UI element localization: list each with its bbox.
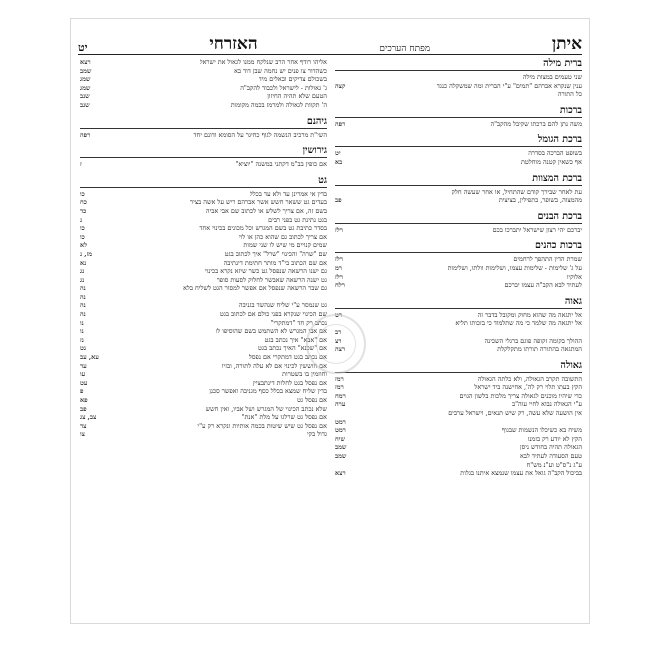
entry-text: גם שבר הרשאה שנפסל אם אפשר למסור הגט לשליח בלא	[183, 284, 327, 293]
entry-text: אם אבי המגרש לא השתמש בשם שהוסיפו לו	[215, 327, 327, 336]
index-entry	[335, 443, 582, 452]
index-entry	[80, 160, 327, 169]
index-entry	[335, 90, 582, 99]
header-center: מפתח הערכים	[379, 44, 431, 54]
index-section	[335, 58, 582, 99]
entry-page-ref: פא	[80, 396, 88, 404]
index-entry	[335, 328, 582, 337]
index-section	[80, 175, 327, 439]
entry-page-ref: נ	[80, 215, 83, 224]
section-heading: גיהנם	[80, 116, 327, 129]
entry-page-ref: רצה	[335, 345, 346, 354]
entry-page-ref: פב	[80, 404, 87, 413]
index-entry	[80, 362, 327, 371]
index-entry	[335, 383, 582, 392]
page-number: יט	[78, 41, 88, 54]
index-entry	[80, 387, 327, 396]
entry-page-ref: רמט	[335, 417, 346, 426]
section-heading: ברכת הגומל	[335, 134, 582, 147]
index-entry	[80, 301, 327, 310]
index-entry	[335, 319, 582, 328]
index-entry	[80, 379, 327, 388]
entry-page-ref: שיח	[335, 434, 345, 443]
entry-page-ref: עד	[80, 361, 87, 370]
index-entry	[80, 284, 327, 293]
index-entry	[80, 370, 327, 379]
entry-page-ref: כח	[80, 198, 87, 207]
entry-text: טעם הסעודה לעתיד לבא	[519, 452, 582, 461]
entry-text: אף כשאין קטנה מוחלטת	[520, 157, 582, 166]
index-entry	[80, 430, 327, 439]
entry-page-ref: עא, עב	[80, 353, 99, 362]
entry-text: אם חוששין לכינוי אם לא עלה לתורה, ובזיו	[221, 361, 327, 370]
entry-page-ref: מז, נ	[80, 249, 93, 258]
entry-text: אם כופין בב"מ דקתני במשנה "יוציא"	[235, 160, 327, 169]
entry-text: שמרת הדין התהפך לרחמים	[513, 255, 582, 264]
entry-page-ref: בא	[335, 157, 343, 166]
entry-text: אם שם הכתוב בי"ד מותר חתימת דינתיבה	[223, 258, 327, 267]
index-entry	[335, 392, 582, 401]
entry-page-ref: נט	[80, 344, 86, 353]
index-entry	[335, 426, 582, 435]
entry-text: אם נפסל גט שרלגו על מלת "אנת"	[241, 413, 327, 422]
watermark-seal	[306, 314, 366, 374]
entry-page-ref: רצא	[80, 58, 91, 66]
section-heading: גאוה	[335, 296, 582, 309]
entry-page-ref: שמג	[80, 83, 91, 92]
index-entry	[80, 259, 327, 268]
index-entry	[80, 422, 327, 431]
index-entry	[335, 452, 582, 461]
index-entry	[335, 158, 582, 167]
index-entry	[335, 196, 582, 205]
entry-text: גם ישנו הרשאה שנפסל גט כשר שיזא נקרא בכינוי	[204, 267, 327, 276]
entry-page-ref: נה	[80, 292, 86, 301]
entry-page-ref: ז	[80, 160, 82, 169]
index-entry	[80, 276, 327, 285]
index-entry	[80, 67, 327, 76]
entry-page-ref: לא	[80, 241, 88, 250]
entry-text: כדי שיהיו מוכנים לגאולה צריך מלכות בלשון הגוים	[459, 391, 582, 400]
entry-page-ref: שמג	[80, 75, 91, 84]
entry-text: ענין שנקרא אברהם "תמים" ע"י הברית ומה שמשקלה כנגד	[436, 81, 582, 90]
entry-text: כל התורה	[557, 90, 582, 99]
entry-page-ref: רפה	[80, 130, 91, 139]
entry-page-ref: נג	[80, 275, 85, 284]
index-entry	[335, 188, 582, 197]
section-heading: גירושין	[80, 145, 327, 158]
index-section	[335, 211, 582, 235]
entry-text: אליהו רודף אחר הרב שנלקח ממנו לגאול את ישראל	[199, 58, 327, 66]
entry-page-ref: כו	[80, 224, 85, 233]
index-entry	[80, 92, 327, 101]
entry-page-ref: רמז	[335, 374, 344, 383]
entry-text: אל יתגאה מה שלמד כי מה שתלמוד כי בזכותו תליא	[455, 319, 582, 328]
index-entry	[80, 413, 327, 422]
entry-page-ref: נו	[80, 327, 84, 336]
entry-text: יברכם יהי רצון שישראל יתברכו בכם	[492, 225, 582, 234]
entry-text: אין הושעה שלא עשה, רק שיש תנאים, וישראל ערבים	[448, 409, 582, 418]
entry-text: שני טעמים במצות מילה	[522, 73, 582, 81]
index-entry	[80, 198, 327, 207]
index-entry	[80, 319, 327, 328]
entry-page-ref: רלח	[335, 281, 345, 290]
index-section	[80, 145, 327, 169]
entry-text: גט ישנה הרשאה שאבשר לחלוק לסעות סופר	[216, 275, 327, 284]
entry-page-ref: צד	[80, 421, 87, 430]
section-heading: ברכות כהנים	[335, 240, 582, 253]
index-entry	[335, 418, 582, 427]
entry-page-ref: רמט	[335, 426, 346, 435]
entry-page-ref: כו	[80, 232, 85, 241]
entry-text: בשכולם צדיקים ובאלים מיד	[258, 75, 327, 84]
entry-page-ref: רמז	[335, 383, 344, 392]
header-left-title: האזרחי	[209, 34, 258, 54]
index-entry	[80, 310, 327, 319]
index-entry	[80, 224, 327, 233]
index-entry	[80, 58, 327, 67]
entry-page-ref: נה	[80, 310, 86, 319]
index-entry	[335, 273, 582, 282]
entry-page-ref: שנב	[80, 92, 90, 101]
index-entry	[80, 336, 327, 345]
index-entry	[80, 207, 327, 216]
index-entry	[80, 101, 327, 110]
entry-text: אל יתגאה מה שהוא מחוק ומקובל בדבר זה	[477, 310, 582, 319]
entry-page-ref: יט	[335, 149, 341, 158]
entry-page-ref: רמח	[335, 391, 346, 400]
section-heading: ברכת המצוות	[335, 173, 582, 186]
index-entry	[80, 233, 327, 242]
section-heading: ברית מילה	[335, 58, 582, 71]
entry-text: נכתב רק חד "דמתקרי"	[270, 318, 327, 327]
entry-text: הטעם שלא תהיה החיזון	[267, 92, 327, 101]
index-entry	[335, 461, 582, 470]
entry-page-ref: רפה	[335, 119, 346, 128]
entry-text: לעתיד לבא הקב"ה עצמו יברכם	[504, 281, 582, 290]
index-entry	[335, 345, 582, 354]
entry-text: משיח בא כשיכלו הנשמות שבגוף	[501, 426, 582, 435]
book-title: איתן	[551, 34, 582, 54]
entry-page-ref: נג	[80, 267, 85, 276]
entry-page-ref: צב, צג	[80, 413, 97, 422]
entry-page-ref: רצ	[335, 336, 342, 345]
entry-text: משה נתן להם ברכתו שקיבל מהקב"ה	[490, 119, 582, 128]
left-column	[80, 58, 327, 618]
index-entry	[335, 311, 582, 320]
entry-text: אם צריך לכתוב גם שהוא כהן או לוי	[238, 232, 327, 241]
entry-text: התשובה תקרב הגאולה, ולא כלתה הגאולה	[477, 374, 582, 383]
index-entry	[80, 405, 327, 414]
index-entry	[335, 149, 582, 158]
index-entry	[335, 337, 582, 346]
entry-text: בעדים גט ששאר חשש אשר אברהם ריש על אשה בציר	[190, 198, 327, 207]
entry-text: גדול בקי	[306, 430, 327, 439]
entry-text: בדין שליח שמצא בכלל כסף מגניבה ואפשר סכנן	[209, 387, 327, 396]
index-entry	[335, 82, 582, 91]
index-entry	[80, 216, 327, 225]
entry-text: ע"ג נ"ס"ט וע"נ מש"ח	[526, 460, 582, 469]
entry-text: ע"י הגאולה נבוא לחיי עוה"ב	[512, 400, 582, 409]
index-entry	[335, 469, 582, 478]
entry-text: ההולך בקומה זקופה פוגם ברגלי השכינה	[484, 336, 582, 345]
entry-text: אם "שכנא" האיך נכתב בגט	[258, 344, 327, 353]
index-entry	[335, 264, 582, 273]
entry-text: אלוקיו	[566, 272, 582, 281]
section-heading: ברכת הבנים	[335, 211, 582, 224]
entry-text: בשם זה, אם צריך לשלש או לכתוב שם אבי אביה	[205, 206, 327, 215]
index-entry	[80, 267, 327, 276]
entry-page-ref: נו	[80, 318, 84, 327]
entry-text: בביכול הקב"ה גואל את עצמו שנמצא איתנו בגלות	[460, 469, 582, 478]
index-section	[335, 296, 582, 354]
index-entry	[80, 84, 327, 93]
index-entry	[80, 344, 327, 353]
entry-page-ref: ערה	[335, 400, 346, 409]
entry-text: שם הכינוי שנקרא בפני כולם אם לכתוב בגט	[219, 310, 327, 319]
entry-page-ref: פ	[80, 387, 84, 396]
index-entry	[80, 293, 327, 302]
entry-page-ref: שמב	[80, 66, 92, 75]
section-heading: גאולה	[335, 360, 582, 373]
entry-page-ref: נה	[80, 301, 86, 310]
entry-text: עת לאחר שבירך קודם שהתחיל, או אחר שעשה חלק	[451, 187, 582, 196]
entry-text: הגאולה תהיה בחודש ניסן	[519, 443, 582, 452]
entry-text: וחוזמין בו בשטרות	[282, 370, 327, 379]
index-entry	[335, 226, 582, 235]
index-entry	[80, 327, 327, 336]
index-entry	[80, 250, 327, 259]
index-entry	[335, 435, 582, 444]
entry-page-ref: קצה	[335, 81, 346, 90]
index-entry	[335, 73, 582, 82]
entry-page-ref: כו	[80, 189, 85, 198]
entry-page-ref: רלז	[335, 272, 343, 281]
section-heading: ברכות	[335, 105, 582, 118]
entry-page-ref: שנב	[80, 100, 90, 109]
entry-text: אם נפסל גט שיש שיטות בכמה אותיות ונקרא רק ע"י	[197, 421, 327, 430]
index-entry	[335, 281, 582, 290]
entry-text: כשהדור צו פנים יש נחמה שבן דוד בא	[234, 66, 327, 75]
entry-text: המתגאה בהתורה תורתו מתקלקלת	[497, 345, 582, 354]
entry-page-ref: רב	[335, 327, 342, 336]
index-section	[80, 58, 327, 110]
entry-text: שמים קנויים מי שיש לו שני שמות	[243, 241, 327, 250]
entry-text: בגט נתינת גט בפני רבים	[268, 215, 327, 224]
index-section	[335, 105, 582, 129]
entry-text: בשופט הברכה בסדרה	[528, 149, 582, 158]
right-column	[335, 58, 582, 618]
entry-page-ref: רט	[335, 310, 342, 319]
index-entry	[80, 241, 327, 250]
index-section	[335, 240, 582, 289]
entry-page-ref: רצא	[335, 469, 346, 478]
index-entry	[80, 75, 327, 84]
entry-text: אם נפסל בגט לחלות דינתבציין	[252, 378, 327, 387]
entry-text: ג' גאולות - לישראל ולכבוד להקב"ה	[240, 83, 327, 92]
entry-text: אם "אבא" איך נכתב בגט	[264, 335, 327, 344]
index-section	[80, 116, 327, 140]
index-entry	[80, 131, 327, 140]
index-section	[335, 173, 582, 205]
section-heading: גט	[80, 175, 327, 188]
entry-text: בסדר כתיבת גט בשם המגרש וכל מכונים בכינוי אחד	[199, 224, 327, 233]
entry-page-ref: צו	[80, 430, 85, 439]
entry-page-ref: כד	[80, 206, 87, 215]
entry-text: ה' תקוות לגאולה ולמרמז בכמה מקומות	[230, 100, 327, 109]
entry-page-ref: שמב	[335, 443, 347, 452]
entry-text: השי"ת מרכיב הנשמה לגוף כחיגר על הסומא ודונם יחד	[193, 130, 327, 139]
index-entry	[335, 400, 582, 409]
document-page	[70, 18, 590, 624]
entry-page-ref: רלז	[335, 225, 343, 234]
entry-text: שלא נכתב הכינוי של המגרש ושל אביו, ואין חשש	[205, 404, 327, 413]
entry-page-ref: נה	[80, 284, 86, 293]
entry-page-ref: רלז	[335, 255, 343, 264]
entry-text: שם "שרה" והכינוי "שרל" איך לכתוב בגט	[224, 249, 327, 258]
entry-page-ref: נא	[80, 258, 87, 267]
entry-page-ref: רמ	[335, 263, 342, 272]
entry-text: אם נכתב בגט דמתקרי אם נפסל	[248, 353, 327, 362]
entry-page-ref: עו	[80, 370, 86, 379]
entry-page-ref: עט	[80, 378, 88, 387]
index-entry	[335, 375, 582, 384]
entry-text: מהמצוה, בשופר, בתפילין, בציצית	[498, 196, 582, 205]
entry-page-ref: שמב	[335, 452, 347, 461]
index-entry	[335, 409, 582, 418]
entry-page-ref: נז	[80, 335, 84, 344]
index-entry	[80, 396, 327, 405]
index-entry	[80, 190, 327, 199]
entry-text: הקץ לא יודע רק בזמנו	[527, 434, 582, 443]
entry-text: גט שנמסר ע"י שליח שנהשד בגניבה	[238, 301, 327, 310]
entry-page-ref: פב	[335, 196, 342, 205]
entry-text: בדין אי אמרינן עד ולא עד בכלל	[249, 189, 327, 198]
entry-text: אם נפסל גט	[297, 396, 327, 404]
index-section	[335, 134, 582, 166]
index-entry	[335, 255, 582, 264]
page-header	[78, 26, 582, 55]
index-section	[335, 360, 582, 478]
index-entry	[80, 353, 327, 362]
index-entry	[335, 120, 582, 129]
entry-text: על ג' שלימות - שלימות עצמו, ושלימות וולתו, ושלימות	[447, 263, 582, 272]
entry-text: הקץ בעתו תלוי רק לה', אחישנה ביד ישראל	[474, 383, 582, 392]
